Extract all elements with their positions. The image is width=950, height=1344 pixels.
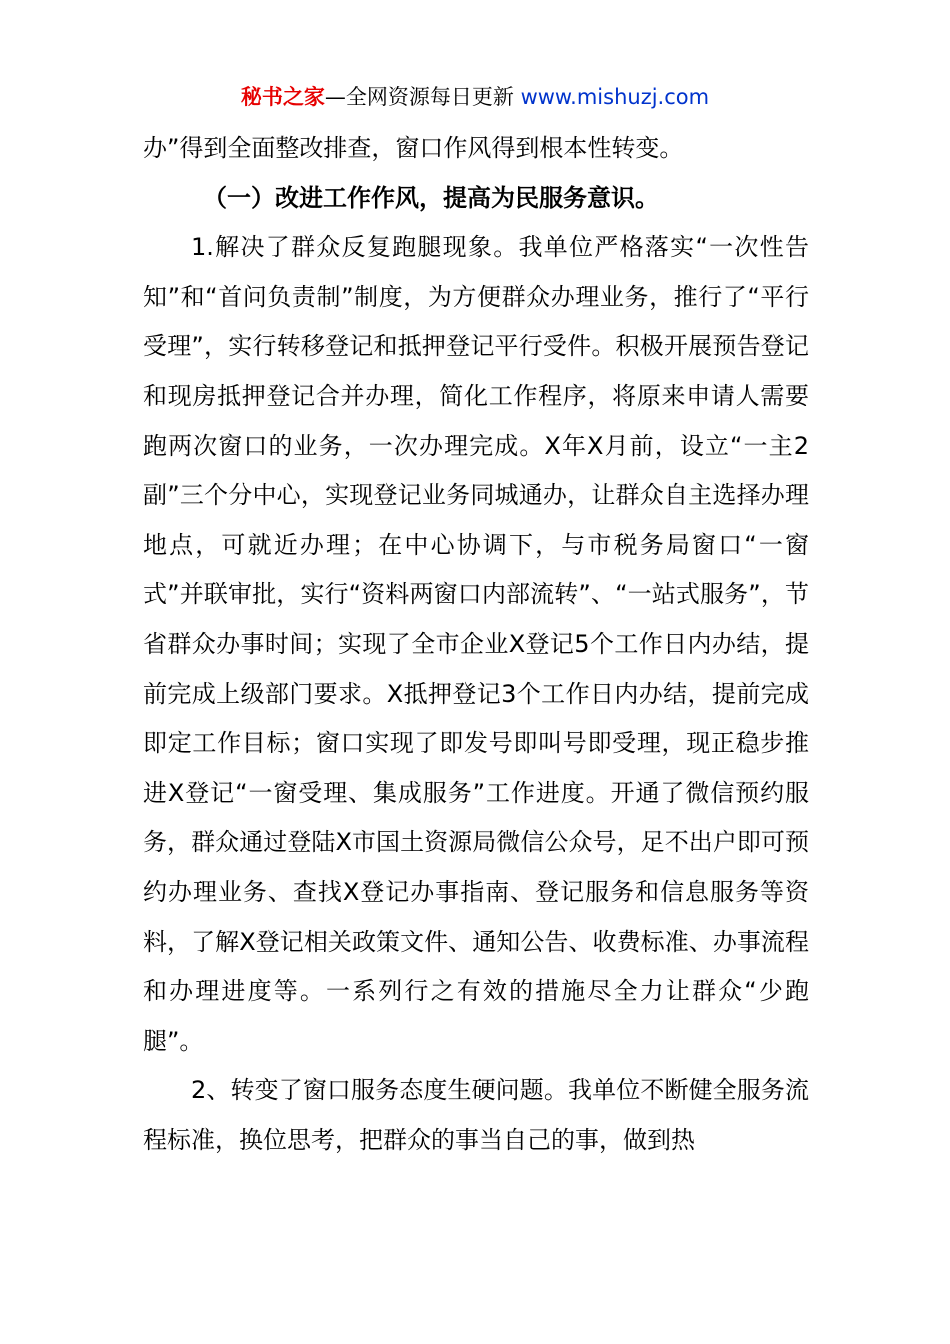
paragraph-item-1: 1.解决了群众反复跑腿现象。我单位严格落实“一次性告知”和“首问负责制”制度，为方便群众办理业务，推行了“平行受理”，实行转移登记和抵押登记平行受件。积极开展预告登记和现房抵押登记合并办理，简化工作程序，将原来申请人需要跑两次窗口的业务，一次办理完成。X年X月前，设立“一主2副”三个分中心，实现登记业务同城通办，让群众自主选择办理地点，可就近办理；在中心协调下，与市税务局窗口“一窗式”并联审批，实行“资料两窗口内部流转”、“一站式服务”，节省群众办事时间；实现了全市企业X登记5个工作日内办结，提前完成上级部门要求。X抵押登记3个工作日内办结，提前完成即定工作目标；窗口实现了即发号即叫号即受理，现正稳步推进X登记“一窗受理、集成服务”工作进度。开通了微信预约服务，群众通过登陆X市国土资源局微信公众号，足不出户即可预约办理业务、查找X登记办事指南、登记服务和信息服务等资料，了解X登记相关政策文件、通知公告、收费标准、办事流程和办理进度等。一系列行之有效的措施尽全力让群众“少跑腿”。: [143, 233, 809, 1055]
header-brand: 秘书之家: [240, 85, 325, 109]
page-header: [0, 82, 950, 112]
header-tagline: —全网资源每日更新: [324, 85, 521, 109]
document-body: [143, 124, 809, 1165]
header-site-url[interactable]: www.mishuzj.com: [520, 85, 710, 109]
paragraph-item-2: 2、转变了窗口服务态度生硬问题。我单位不断健全服务流程标准，换位思考，把群众的事当自己的事，做到热: [143, 1076, 809, 1154]
section-heading: （一）改进工作作风，提高为民服务意识。: [203, 183, 659, 212]
paragraph-continuation: 办”得到全面整改排查，窗口作风得到根本性转变。: [143, 134, 684, 162]
